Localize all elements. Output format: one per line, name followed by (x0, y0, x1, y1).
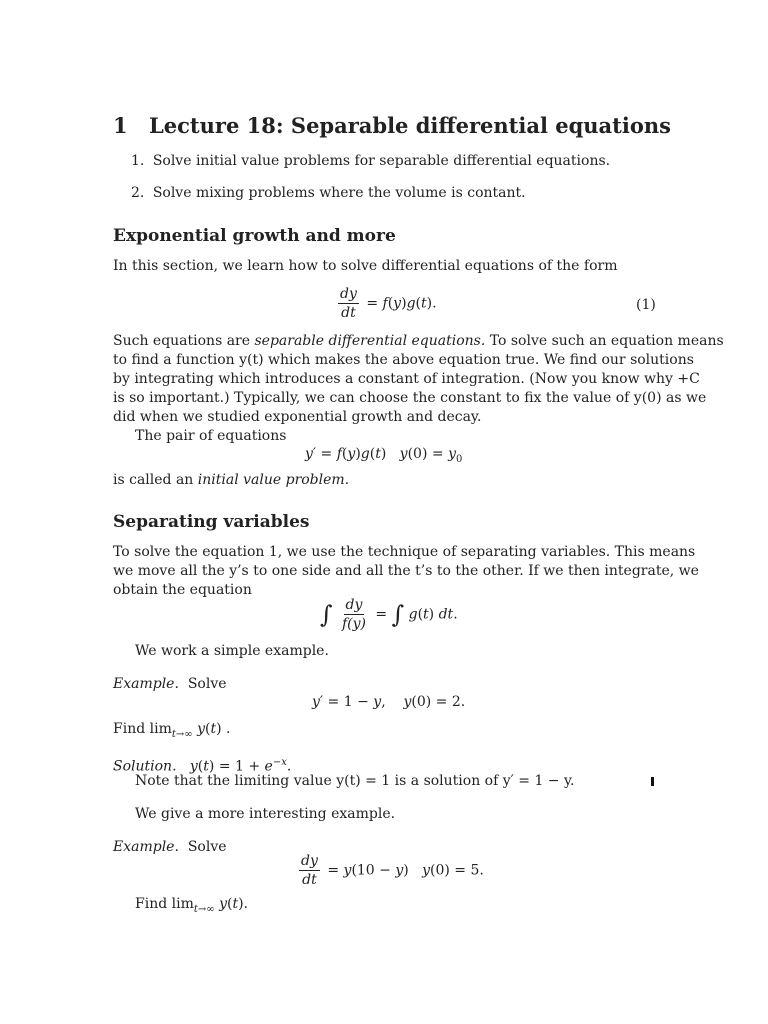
emphasis-text: initial value problem. (197, 472, 350, 488)
text-run: To solve such an equation means (485, 333, 724, 349)
equation-integral: ∫ $\frac{dy}{f(y)}$ = ∫ g(t) dt. (320, 597, 458, 632)
objective-item-2 (131, 184, 526, 203)
simple-example-text: We work a simple example. (135, 643, 329, 659)
find-limit-2: Find $\lim_{t\to\infty} y(t)$. (135, 896, 249, 915)
solve-text: Solve (187, 676, 227, 692)
example-1-line (113, 675, 227, 694)
solution-label: Solution. (113, 758, 177, 775)
equation-1: $\frac{dy}{dt}$ = f(y)g(t). (340, 286, 437, 321)
equation-example-1: y′ = 1 − y, y(0) = 2. (312, 694, 466, 710)
text-run: Find lim (113, 721, 172, 737)
paragraph-line-1 (113, 332, 724, 351)
note-text: Note that the limiting value y(t) = 1 is a solution of y′ = 1 − y. (135, 773, 575, 789)
text-run: Such equations are (113, 333, 255, 349)
equation-number: (1) (636, 297, 656, 313)
integral-sign: ∫ (320, 600, 333, 629)
pair-text: The pair of equations (135, 428, 287, 444)
sep-line-3: obtain the equation (113, 582, 252, 598)
subsection-title-separating: Separating variables (113, 512, 310, 532)
find-limit-1: Find $\lim_{t\to\infty} y(t)$ . (113, 721, 231, 740)
example-label: Example. (113, 676, 179, 692)
ivp-line (113, 471, 349, 490)
solution-line: Solution. $y(t) = 1 + e^{-x}$. (113, 757, 292, 775)
section-title: Lecture 18: Separable differential equations (149, 113, 671, 138)
paragraph-line-5: did when we studied exponential growth and decay. (113, 409, 482, 425)
objective-text: Solve mixing problems where the volume is contant. (152, 185, 526, 201)
more-interesting-text: We give a more interesting example. (135, 806, 396, 822)
fraction-dy-dt: $\frac{dy}{dt}$ (301, 853, 318, 888)
objective-item-1 (131, 152, 610, 171)
paragraph-line-3: by integrating which introduces a constant of integration. (Now you know why +C (113, 371, 700, 387)
equation-ivp: y′ = f(y)g(t) $y(0) = y_0$ (305, 446, 463, 465)
end-of-proof-mark (651, 777, 654, 786)
objective-number: 2. (131, 185, 145, 201)
text-run: is called an (113, 472, 198, 488)
solve-text: Solve (187, 839, 227, 855)
intro-text: In this section, we learn how to solve differential equations of the form (113, 258, 618, 274)
fraction-dy-dt: $\frac{dy}{dt}$ (340, 286, 357, 321)
objective-text: Solve initial value problems for separable differential equations. (152, 153, 611, 169)
section-heading (113, 113, 671, 138)
emphasis-text: separable differential equations. (254, 333, 486, 349)
section-number: 1 (113, 113, 128, 138)
example-label: Example. (113, 839, 179, 855)
fraction-dy-fy: $\frac{dy}{f(y)}$ (341, 597, 366, 632)
text-run: Find lim (135, 896, 194, 912)
example-2-line (113, 838, 227, 857)
paragraph-line-4: is so important.) Typically, we can choose the constant to fix the value of y(0) as we (113, 390, 707, 406)
sep-line-2: we move all the y’s to one side and all the t’s to the other. If we then integrate, we (113, 563, 699, 579)
sep-line-1: To solve the equation 1, we use the technique of separating variables. This means (113, 544, 696, 560)
paragraph-line-2: to find a function y(t) which makes the above equation true. We find our solutions (113, 352, 694, 368)
subsection-title-exponential: Exponential growth and more (113, 226, 396, 246)
equation-example-2: $\frac{dy}{dt}$ = y(10 − y) y(0) = 5. (301, 853, 484, 888)
objective-number: 1. (131, 153, 145, 169)
integral-sign: ∫ (391, 600, 405, 629)
